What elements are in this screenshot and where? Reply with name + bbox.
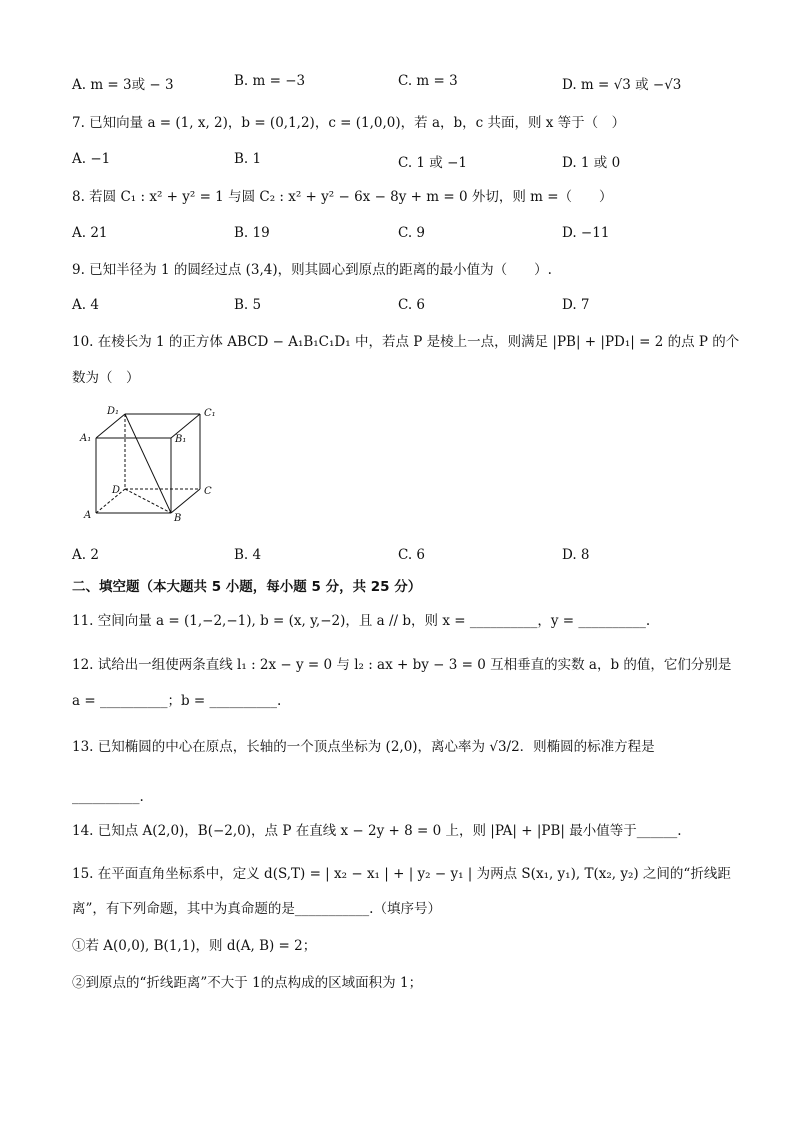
q10-stem-line2: 数为（ ） [72, 370, 140, 386]
q8-option-b: B. 19 [234, 225, 270, 241]
q7-option-b: B. 1 [234, 151, 262, 167]
q9-option-d: D. 7 [562, 297, 590, 313]
label-b: B [174, 513, 182, 524]
q10-stem-line1: 10. 在棱长为 1 的正方体 ABCD − A₁B₁C₁D₁ 中，若点 P 是棱上一点，则满足 |PB| + |PD₁| = 2 的点 P 的个 [72, 334, 740, 350]
q9-stem: 9. 已知半径为 1 的圆经过点 (3,4)，则其圆心到原点的距离的最小值为（ ）. [72, 262, 552, 278]
q12-line1: 12. 试给出一组使两条直线 l₁ : 2x − y = 0 与 l₂ : ax + by − 3 = 0 互相垂直的实数 a，b 的值，它们分别是 [72, 657, 732, 673]
q13-line1: 13. 已知椭圆的中心在原点，长轴的一个顶点坐标为 (2,0)，离心率为 √3/2．则椭圆的标准方程是 [72, 739, 655, 755]
label-d: D [112, 485, 121, 496]
q10-options [72, 547, 752, 565]
label-a1: A₁ [80, 433, 92, 444]
edge-a1-d1 [96, 414, 125, 438]
q7-options [72, 151, 752, 169]
q9-option-b: B. 5 [234, 297, 262, 313]
q10-option-d: D. 8 [562, 547, 590, 563]
q6-option-c: C. m = 3 [398, 73, 458, 89]
q15-item1: ①若 A(0,0), B(1,1)，则 d(A, B) = 2； [72, 938, 317, 954]
q8-options [72, 225, 752, 243]
q9-options [72, 297, 752, 315]
q8-option-c: C. 9 [398, 225, 426, 241]
q9-option-a: A. 4 [72, 297, 99, 313]
q8-stem: 8. 若圆 C₁ : x² + y² = 1 与圆 C₂ : x² + y² − 6x − 8y + m = 0 外切，则 m =（ ） [72, 189, 613, 205]
q6-option-a: A. m = 3或 − 3 [72, 77, 174, 93]
q10-option-c: C. 6 [398, 547, 426, 563]
label-a: A [84, 510, 92, 521]
q6-option-d: D. m = √3 或 −√3 [562, 77, 682, 93]
q9-option-c: C. 6 [398, 297, 426, 313]
q15-line1: 15. 在平面直角坐标系中，定义 d(S,T) = | x₂ − x₁ | + | y₂ − y₁ | 为两点 S(x₁, y₁), T(x₂, y₂) 之间的“折线距 [72, 866, 731, 882]
q15-item2: ②到原点的“折线距离”不大于 1的点构成的区域面积为 1； [72, 975, 423, 991]
label-b1: B₁ [175, 434, 187, 445]
cube-figure [76, 404, 226, 528]
section2-title: 二、填空题（本大题共 5 小题，每小题 5 分，共 25 分） [72, 579, 422, 595]
q10-option-a: A. 2 [72, 547, 99, 563]
q14: 14. 已知点 A(2,0)，B(−2,0)，点 P 在直线 x − 2y + 8 = 0 上，则 |PA| + |PB| 最小值等于______. [72, 823, 682, 839]
q7-option-d: D. 1 或 0 [562, 155, 621, 171]
diagonal-d1-b [125, 414, 171, 513]
q6-option-b: B. m = −3 [234, 73, 306, 89]
q11: 11. 空间向量 a = (1,−2,−1), b = (x, y,−2)，且 a // b，则 x = __________，y = __________. [72, 613, 651, 629]
q7-option-a: A. −1 [72, 151, 111, 167]
q8-option-a: A. 21 [72, 225, 108, 241]
q6-options [72, 73, 752, 91]
diagonal-d-b [125, 489, 171, 513]
edge-b-c [171, 489, 200, 513]
label-c1: C₁ [204, 408, 216, 419]
q7-stem: 7. 已知向量 a = (1, x, 2)，b = (0,1,2)，c = (1,0,0)，若 a，b，c 共面，则 x 等于（ ） [72, 115, 626, 131]
label-c: C [204, 486, 212, 497]
q7-option-c: C. 1 或 −1 [398, 155, 468, 171]
q12-line2: a = __________；b = __________. [72, 693, 282, 709]
label-d1: D₁ [107, 406, 120, 417]
q13-line2: __________. [72, 789, 144, 805]
q8-option-d: D. −11 [562, 225, 610, 241]
q10-option-b: B. 4 [234, 547, 262, 563]
edge-a-d [96, 489, 125, 513]
q15-line2: 离”，有下列命题，其中为真命题的是___________.（填序号） [72, 901, 441, 917]
